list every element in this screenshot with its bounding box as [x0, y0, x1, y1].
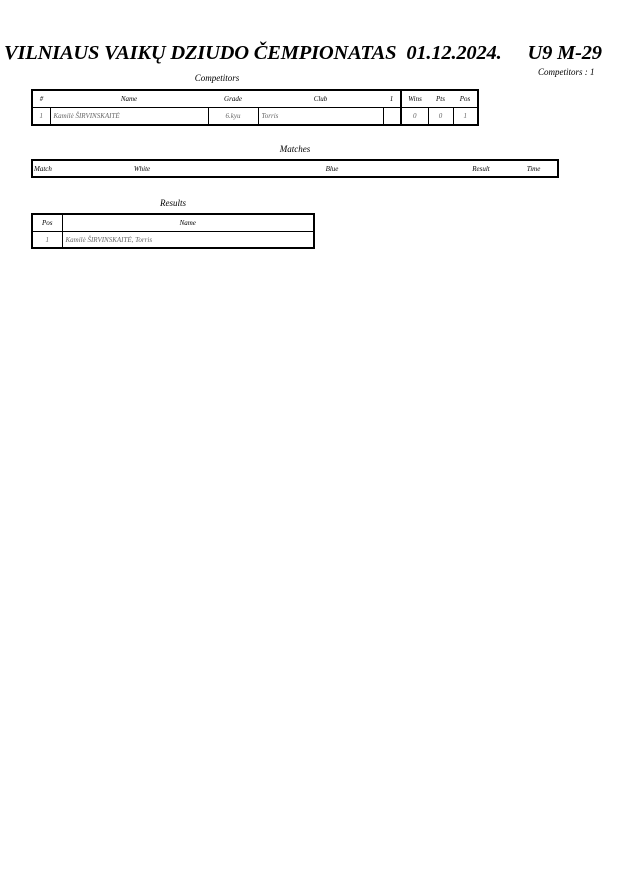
competitor-wins: 0 — [401, 108, 428, 126]
col-header-pts: Pts — [428, 90, 453, 108]
competitors-header-row — [32, 90, 478, 108]
competitor-grade: 6.kyu — [208, 108, 258, 126]
event-title: VILNIAUS VAIKŲ DZIUDO ČEMPIONATAS — [4, 42, 397, 64]
col-header-result-name: Name — [62, 214, 314, 232]
results-header-row — [32, 214, 314, 232]
matches-header-row — [32, 160, 558, 177]
category-label: U9 M-29 — [527, 42, 602, 64]
results-section-title: Results — [160, 198, 186, 208]
competitor-club: Torris — [258, 108, 383, 126]
table-row — [32, 108, 478, 126]
competitors-count: Competitors : 1 — [538, 67, 595, 77]
page-title — [4, 42, 630, 65]
col-header-white: White — [133, 164, 151, 173]
matches-table — [31, 159, 559, 178]
matches-section-title: Matches — [279, 144, 311, 154]
result-name: Kamilė ŠIRVINSKAITĖ, Torris — [65, 235, 153, 244]
event-date: 01.12.2024. — [406, 42, 502, 64]
results-table — [31, 213, 315, 249]
col-header-grade: Grade — [208, 90, 258, 108]
competitor-number: 1 — [39, 112, 43, 120]
competitors-table — [31, 89, 479, 126]
col-header-result-pos: Pos — [32, 214, 62, 232]
col-header-match: Match — [34, 164, 52, 173]
col-header-wins: Wins — [401, 90, 428, 108]
result-pos: 1 — [32, 232, 62, 249]
table-row — [32, 232, 314, 249]
competitor-pts: 0 — [428, 108, 453, 126]
col-header-number: # — [32, 90, 50, 108]
col-header-blue: Blue — [325, 164, 339, 173]
competitor-pos: 1 — [453, 108, 478, 126]
col-header-name: Name — [50, 90, 208, 108]
col-header-pos: Pos — [453, 90, 478, 108]
competitor-match-cell — [383, 108, 401, 126]
col-header-one: 1 — [383, 90, 401, 108]
col-header-result: Result — [472, 164, 490, 173]
col-header-club: Club — [258, 90, 383, 108]
competitors-section-title: Competitors — [194, 73, 240, 83]
col-header-time: Time — [526, 164, 541, 173]
competitor-name: Kamilė ŠIRVINSKAITĖ — [50, 108, 208, 126]
